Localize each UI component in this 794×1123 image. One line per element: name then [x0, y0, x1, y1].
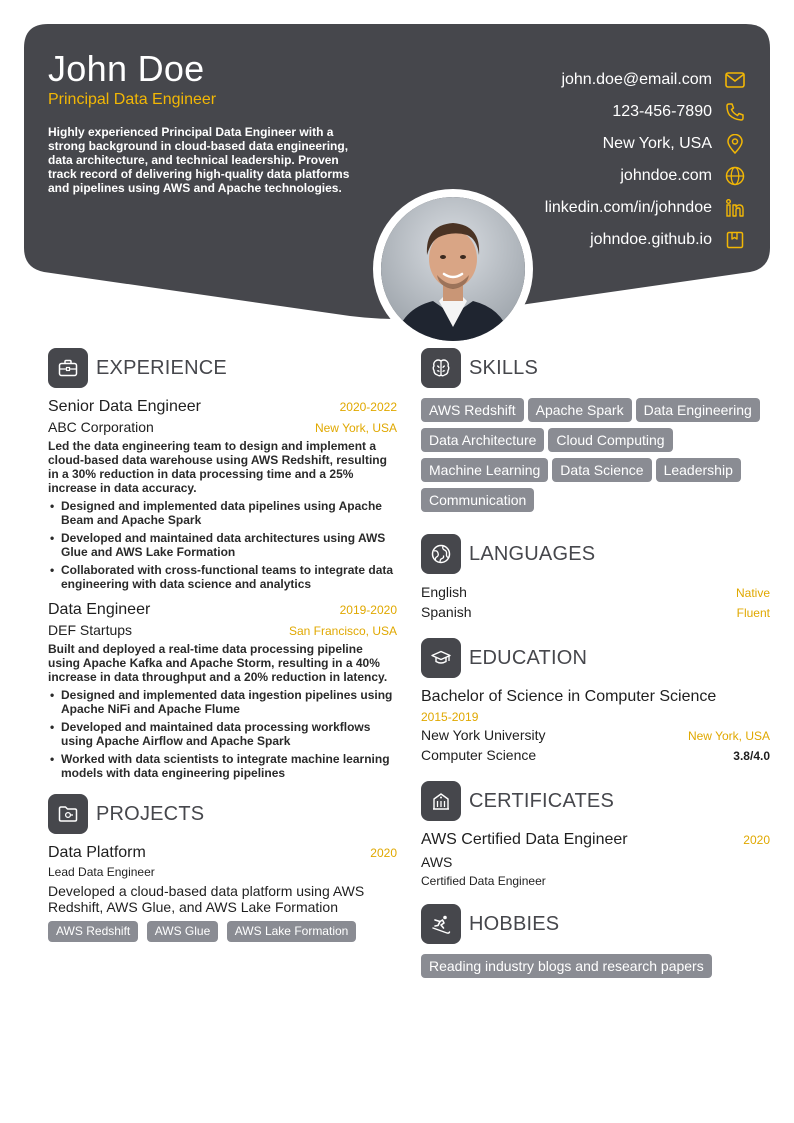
certificate-title: AWS Certified Data Engineer — [421, 831, 628, 848]
globe-icon — [724, 165, 746, 187]
language-level: Fluent — [736, 606, 770, 620]
project-role: Lead Data Engineer — [48, 865, 155, 879]
experience-heading: EXPERIENCE — [96, 356, 227, 379]
language-row — [421, 604, 770, 624]
company-name: DEF Startups — [48, 622, 133, 638]
project-date: 2020 — [370, 846, 397, 860]
contact-phone-text: 123-456-7890 — [612, 103, 712, 120]
skill-tag: Data Architecture — [421, 428, 544, 452]
certificates-heading: CERTIFICATES — [469, 789, 615, 812]
skill-tag: AWS Redshift — [421, 398, 524, 422]
languages-header — [421, 534, 770, 574]
degree-title: Bachelor of Science in Computer Science — [421, 688, 717, 705]
job-bullets — [48, 499, 397, 591]
contact-email-text: john.doe@email.com — [561, 71, 712, 88]
job-description: Led the data engineering team to design and implement a cloud-based data warehouse using AWS Redshift, resulting in a 30% reduction in data processing time and a 25% increase in data accuracy. — [48, 439, 387, 495]
bookmark-icon — [724, 229, 746, 251]
contact-location — [446, 128, 746, 160]
experience-header — [48, 348, 397, 388]
skill-tag: Data Science — [552, 458, 651, 482]
project-entry — [48, 844, 397, 948]
language-name: English — [421, 584, 467, 600]
education-header — [421, 638, 770, 678]
certificate-issuer: AWS — [421, 854, 453, 870]
job-location: San Francisco, USA — [288, 624, 397, 638]
candidate-title: Principal Data Engineer — [48, 91, 217, 108]
certificate-entry — [421, 831, 770, 888]
phone-icon — [724, 101, 746, 123]
bullet-item: • Collaborated with cross-functional teams to integrate data engineering with data science and analytics — [48, 563, 397, 591]
project-description: Developed a cloud-based data platform using AWS Redshift, AWS Glue, and AWS Lake Formation — [48, 883, 365, 915]
mail-icon — [724, 69, 746, 91]
language-globe-icon — [421, 534, 461, 574]
bullet-item: • Designed and implemented data ingestion pipelines using Apache NiFi and Apache Flume — [48, 688, 397, 716]
job-title: Data Engineer — [48, 601, 151, 618]
job-date: 2020-2022 — [339, 400, 397, 414]
skill-tag: Machine Learning — [421, 458, 548, 482]
left-column — [48, 348, 397, 948]
education-heading: EDUCATION — [469, 646, 588, 669]
contact-website-text: johndoe.com — [620, 167, 712, 184]
bullet-item: • Developed and maintained data architectures using AWS Glue and AWS Lake Formation — [48, 531, 397, 559]
contact-linkedin-text: linkedin.com/in/johndoe — [544, 199, 712, 216]
hobbies-list — [421, 954, 770, 984]
skills-header — [421, 348, 770, 388]
candidate-name: John Doe — [48, 48, 205, 89]
hobbies-header — [421, 904, 770, 944]
profile-photo-frame — [373, 189, 533, 349]
skills-heading: SKILLS — [469, 356, 539, 379]
certificates-header — [421, 781, 770, 821]
briefcase-icon — [48, 348, 88, 388]
profile-photo — [381, 197, 525, 341]
contact-github-text: johndoe.github.io — [590, 231, 712, 248]
languages-list — [421, 584, 770, 624]
projects-header — [48, 794, 397, 834]
skills-list — [421, 398, 770, 518]
project-tag: AWS Redshift — [48, 921, 138, 942]
contact-location-text: New York, USA — [602, 135, 712, 152]
skill-tag: Communication — [421, 488, 534, 512]
job-bullets — [48, 688, 397, 780]
contact-phone[interactable] — [446, 96, 746, 128]
project-tags — [48, 921, 397, 948]
contact-website[interactable] — [446, 160, 746, 192]
skiing-icon — [421, 904, 461, 944]
skill-tag: Cloud Computing — [548, 428, 672, 452]
experience-entry — [48, 601, 397, 780]
skill-tag: Data Engineering — [636, 398, 760, 422]
language-name: Spanish — [421, 604, 472, 620]
job-location: New York, USA — [314, 421, 397, 435]
education-entry — [421, 688, 770, 763]
school-location: New York, USA — [687, 729, 770, 743]
experience-entry — [48, 398, 397, 591]
project-tag: AWS Lake Formation — [227, 921, 357, 942]
graduation-cap-icon — [421, 638, 461, 678]
certificate-building-icon — [421, 781, 461, 821]
bullet-item: • Designed and implemented data pipelines using Apache Beam and Apache Spark — [48, 499, 397, 527]
folder-icon — [48, 794, 88, 834]
project-tag: AWS Glue — [147, 921, 219, 942]
language-level: Native — [735, 586, 770, 600]
job-description: Built and deployed a real-time data processing pipeline using Apache Kafka and Apache Storm, resulting in a 40% increase in data throughput and a 20% reduction in latency. — [48, 642, 388, 684]
profile-summary: Highly experienced Principal Data Engineer with a strong background in cloud-based data engineering, data architecture, and technical leadership. Proven track record of delivering high-quality data platforms and pipelines using AWS and Apache technologies. — [48, 125, 350, 195]
project-title: Data Platform — [48, 844, 146, 861]
bullet-item: • Worked with data scientists to integrate machine learning models with data engineering pipelines — [48, 752, 397, 780]
projects-heading: PROJECTS — [96, 802, 205, 825]
certificate-date: 2020 — [743, 833, 770, 847]
languages-heading: LANGUAGES — [469, 542, 596, 565]
gpa-value: 3.8/4.0 — [733, 749, 770, 763]
company-name: ABC Corporation — [48, 419, 154, 435]
contact-email[interactable] — [446, 64, 746, 96]
certificate-detail: Certified Data Engineer — [421, 874, 546, 888]
education-years: 2015-2019 — [421, 710, 479, 724]
skill-tag: Leadership — [656, 458, 741, 482]
brain-icon — [421, 348, 461, 388]
hobby-tag: Reading industry blogs and research papers — [421, 954, 712, 978]
language-row — [421, 584, 770, 604]
field-of-study: Computer Science — [421, 747, 537, 763]
linkedin-icon — [724, 197, 746, 219]
school-name: New York University — [421, 727, 546, 743]
map-pin-icon — [724, 133, 746, 155]
skill-tag: Apache Spark — [528, 398, 632, 422]
job-date: 2019-2020 — [339, 603, 397, 617]
right-column — [421, 348, 770, 984]
job-title: Senior Data Engineer — [48, 398, 201, 415]
bullet-item: • Developed and maintained data processing workflows using Apache Airflow and Apache Spark — [48, 720, 397, 748]
hobbies-heading: HOBBIES — [469, 912, 560, 935]
